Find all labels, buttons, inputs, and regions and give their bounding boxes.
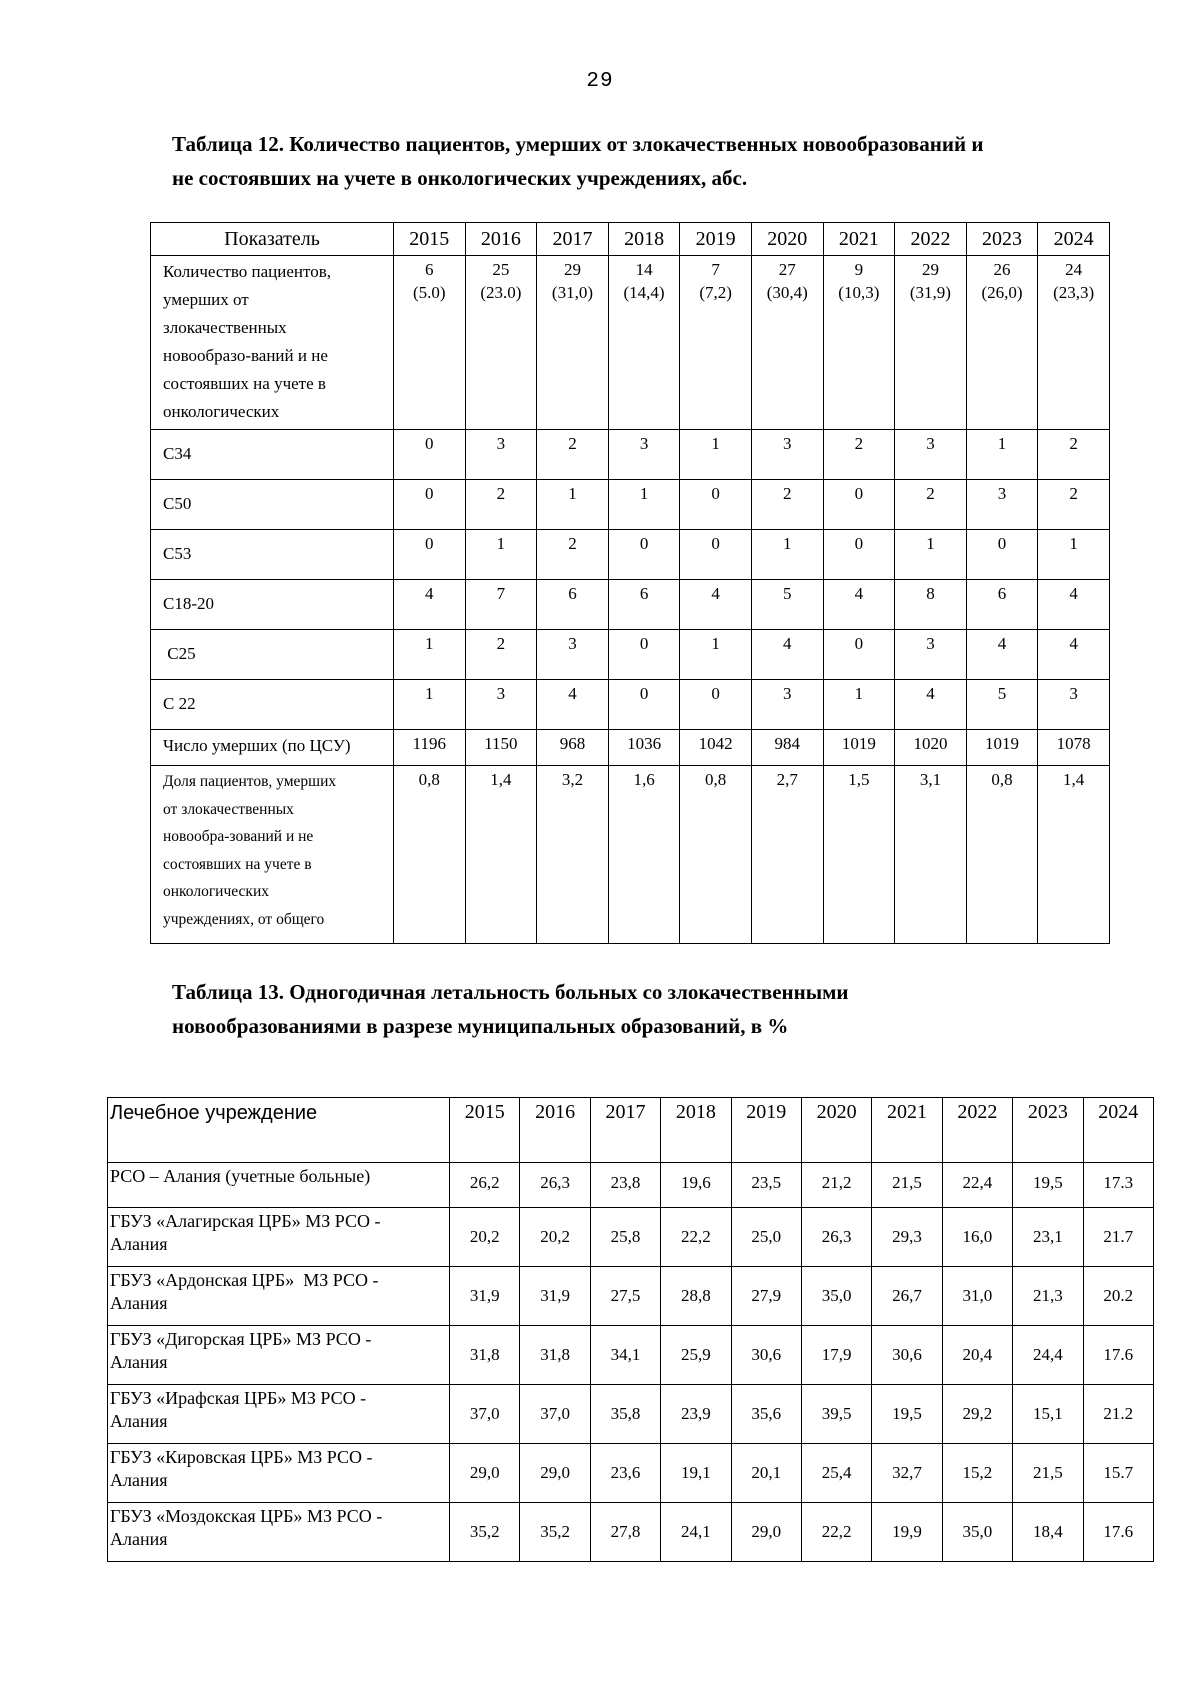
table-12-cell: 2: [537, 530, 609, 580]
table-12-cell: 1019: [966, 730, 1038, 766]
table-13-cell: 20,2: [520, 1208, 590, 1267]
cell-value-percent: (31,0): [551, 283, 593, 302]
cell-value: 7: [711, 260, 720, 279]
table-12-cell: 1019: [823, 730, 895, 766]
table-12-cell: 0: [680, 530, 752, 580]
table-13-cell: 35,2: [520, 1503, 590, 1562]
table-12-cell: 6: [537, 580, 609, 630]
row-label-line: Доля пациентов, умерших: [163, 773, 337, 790]
table-13-cell: 22,2: [661, 1208, 731, 1267]
table-12-cell: 1,4: [1038, 766, 1110, 944]
row-label-line: Алания: [110, 1352, 168, 1372]
table-13-cell: 30,6: [872, 1326, 942, 1385]
table-13-year-header: 2016: [520, 1098, 590, 1163]
table-12-year-header: 2023: [966, 223, 1038, 256]
table-13-row: [108, 1385, 1154, 1444]
cell-value-percent: (7,2): [699, 283, 732, 302]
row-label-line: ГБУЗ «Дигорская ЦРБ» МЗ РСО -: [110, 1329, 372, 1349]
table-12-cell: 3: [465, 680, 537, 730]
table-13-row-label: [108, 1208, 450, 1267]
table-12-row-code: [151, 430, 1110, 480]
table-12-cell: 8: [895, 580, 967, 630]
table-12-cell: 4: [1038, 580, 1110, 630]
table-13-cell: 31,8: [520, 1326, 590, 1385]
table-13-cell: 26,2: [450, 1163, 520, 1208]
table-12-row-code: [151, 580, 1110, 630]
table-12-cell: 1078: [1038, 730, 1110, 766]
table-13-cell: 25,0: [731, 1208, 801, 1267]
table-12-row-share: [151, 766, 1110, 944]
table-12-year-header: 2015: [393, 223, 465, 256]
table-13-cell: 21.2: [1083, 1385, 1153, 1444]
cell-value-percent: (23,3): [1053, 283, 1095, 302]
table-13-cell: 21,2: [801, 1163, 871, 1208]
table-13-cell: 31,9: [450, 1267, 520, 1326]
table-12-header-row: [151, 223, 1110, 256]
table-13-cell: 23,8: [590, 1163, 660, 1208]
table-13-cell: 35,8: [590, 1385, 660, 1444]
table-13-cell: 35,6: [731, 1385, 801, 1444]
table-12-cell: [680, 256, 752, 430]
table-12-cell: 1: [537, 480, 609, 530]
cell-value-percent: (26,0): [981, 283, 1023, 302]
table-12-row-label: С34: [151, 430, 394, 480]
cell-value-percent: (31,9): [909, 283, 951, 302]
table-12-cell: 1: [393, 680, 465, 730]
cell-value: 14: [635, 260, 653, 279]
table-12-year-header: 2024: [1038, 223, 1110, 256]
table-13-row: [108, 1208, 1154, 1267]
table-12-cell: 968: [537, 730, 609, 766]
cell-value-percent: (30,4): [766, 283, 808, 302]
table-12-cell: 2,7: [751, 766, 823, 944]
table-12-cell: 5: [966, 680, 1038, 730]
table-13-cell: 19,6: [661, 1163, 731, 1208]
table-13-year-header: 2021: [872, 1098, 942, 1163]
table-13-cell: 25,8: [590, 1208, 660, 1267]
table-12-cell: 0: [393, 430, 465, 480]
table-12-cell: 1: [1038, 530, 1110, 580]
table-13-cell: 35,0: [942, 1503, 1012, 1562]
table-12-year-header: 2016: [465, 223, 537, 256]
table-12-cell: 0: [608, 530, 680, 580]
table-12-cell: 1042: [680, 730, 752, 766]
table-13-cell: 35,0: [801, 1267, 871, 1326]
table-13-cell: 34,1: [590, 1326, 660, 1385]
table-12-year-header: 2021: [823, 223, 895, 256]
table-12-row-label: [151, 256, 394, 430]
row-label-line: ГБУЗ «Кировская ЦРБ» МЗ РСО -: [110, 1447, 373, 1467]
table-12-cell: 4: [966, 630, 1038, 680]
table-13-cell: 29,0: [520, 1444, 590, 1503]
row-label-line: состоявших на учете в: [163, 374, 326, 393]
table-12-row-label: С 22: [151, 680, 394, 730]
table-13-cell: 29,0: [731, 1503, 801, 1562]
table-13-year-header: 2017: [590, 1098, 660, 1163]
table-13-cell: 20,4: [942, 1326, 1012, 1385]
cell-value-percent: (5.0): [412, 283, 446, 302]
table-12-cell: 1: [966, 430, 1038, 480]
row-label-line: новообра-зований и не: [163, 828, 314, 845]
table-12-cell: [966, 256, 1038, 430]
table-12-cell: 1: [608, 480, 680, 530]
row-label-line: состоявших на учете в: [163, 855, 312, 873]
table-13-row: [108, 1267, 1154, 1326]
table-13-cell: 15,1: [1013, 1385, 1083, 1444]
table-12-year-header: 2020: [751, 223, 823, 256]
table-12-cell: 0,8: [680, 766, 752, 944]
table-12-cell: 1,5: [823, 766, 895, 944]
table-13-row: [108, 1503, 1154, 1562]
row-label-line: Алания: [110, 1411, 168, 1431]
table-13-cell: 27,8: [590, 1503, 660, 1562]
table-12-cell: 0: [680, 480, 752, 530]
table-12-cell: 4: [537, 680, 609, 730]
table-12-cell: 3: [465, 430, 537, 480]
row-label-line: онкологических: [163, 883, 269, 900]
table-12-cell: 0: [823, 530, 895, 580]
table-12-cell: 1020: [895, 730, 967, 766]
table-13-row: [108, 1444, 1154, 1503]
table-13-cell: 22,2: [801, 1503, 871, 1562]
table-13-cell: 22,4: [942, 1163, 1012, 1208]
table-13-cell: 15.7: [1083, 1444, 1153, 1503]
table-12-cell: 4: [393, 580, 465, 630]
table-13-cell: 35,2: [450, 1503, 520, 1562]
table-13-cell: 23,9: [661, 1385, 731, 1444]
row-label-line: учреждениях, от общего: [163, 910, 325, 928]
table-12-cell: 1,4: [465, 766, 537, 944]
table-12-cell: 5: [751, 580, 823, 630]
page-number: 29: [586, 70, 614, 93]
table-13-cell: 17.3: [1083, 1163, 1153, 1208]
table-13-cell: 26,7: [872, 1267, 942, 1326]
table-12: [150, 222, 1110, 944]
row-label-line: злокачественных: [163, 318, 287, 337]
table-12-cell: 0: [393, 530, 465, 580]
cell-value-percent: (14,4): [623, 283, 665, 302]
table-13-cell: 20,1: [731, 1444, 801, 1503]
table-12-cell: 0: [393, 480, 465, 530]
table-12-cell: 1,6: [608, 766, 680, 944]
table-13-cell: 27,5: [590, 1267, 660, 1326]
table-13-cell: 21,5: [872, 1163, 942, 1208]
table-13-row-label: [108, 1444, 450, 1503]
table-12-cell: 4: [751, 630, 823, 680]
table-13-cell: 23,6: [590, 1444, 660, 1503]
table-12-row-code: [151, 630, 1110, 680]
table-13: [107, 1097, 1154, 1562]
table-12-row-label: С25: [151, 630, 394, 680]
table-12-row-code: [151, 530, 1110, 580]
table-13-cell: 25,9: [661, 1326, 731, 1385]
table-13-cell: 28,8: [661, 1267, 731, 1326]
row-label-line: от злокачественных: [163, 800, 294, 818]
cell-value-percent: (10,3): [838, 283, 880, 302]
table-12-caption-line-2: не состоявших на учете в онкологических учреждениях, абс.: [172, 166, 748, 190]
table-13-cell: 25,4: [801, 1444, 871, 1503]
cell-value-percent: (23.0): [480, 283, 522, 302]
table-13-caption-line-2: новообразованиями в разрезе муниципальных образований, в %: [172, 1014, 789, 1038]
table-13-cell: 20.2: [1083, 1267, 1153, 1326]
table-12-row-label: Число умерших (по ЦСУ): [151, 730, 394, 766]
table-12-row-code: [151, 680, 1110, 730]
table-13-row-label: [108, 1326, 450, 1385]
table-12-cell: 1036: [608, 730, 680, 766]
table-13-cell: 19,5: [1013, 1163, 1083, 1208]
table-13-caption: [172, 975, 1072, 1043]
table-13-cell: 19,1: [661, 1444, 731, 1503]
table-13-cell: 17.6: [1083, 1503, 1153, 1562]
cell-value: 29: [921, 260, 939, 279]
table-12-cell: [823, 256, 895, 430]
table-12-cell: 0: [823, 630, 895, 680]
table-13-year-header: 2018: [661, 1098, 731, 1163]
table-13-cell: 15,2: [942, 1444, 1012, 1503]
table-13-year-header: 2015: [450, 1098, 520, 1163]
table-13-year-header: 2019: [731, 1098, 801, 1163]
table-12-cell: 2: [751, 480, 823, 530]
table-13-row-label: [108, 1267, 450, 1326]
table-12-cell: 0: [608, 630, 680, 680]
table-12-cell: 2: [537, 430, 609, 480]
table-12-cell: 2: [465, 630, 537, 680]
table-13-cell: 31,8: [450, 1326, 520, 1385]
table-12-caption: [172, 127, 1112, 195]
table-13-cell: 30,6: [731, 1326, 801, 1385]
table-13-cell: 23,1: [1013, 1208, 1083, 1267]
table-13-cell: 24,4: [1013, 1326, 1083, 1385]
table-12-cell: 1150: [465, 730, 537, 766]
table-12-cell: [393, 256, 465, 430]
table-12-cell: 0,8: [393, 766, 465, 944]
cell-value: 9: [854, 260, 864, 279]
table-12-year-header: 2019: [680, 223, 752, 256]
table-12-cell: 0: [680, 680, 752, 730]
table-12-year-header: 2022: [895, 223, 967, 256]
table-12-cell: 2: [465, 480, 537, 530]
row-label-line: онкологических: [163, 402, 280, 421]
table-12-cell: [608, 256, 680, 430]
table-12-row-total-patients: [151, 256, 1110, 430]
table-12-cell: 4: [680, 580, 752, 630]
table-12-cell: 4: [823, 580, 895, 630]
table-13-cell: 20,2: [450, 1208, 520, 1267]
table-12-cell: 0,8: [966, 766, 1038, 944]
table-13-cell: 29,2: [942, 1385, 1012, 1444]
table-13-row: [108, 1163, 1154, 1208]
table-12-row-label: С53: [151, 530, 394, 580]
table-13-cell: 31,0: [942, 1267, 1012, 1326]
row-label-line: Алания: [110, 1293, 168, 1313]
table-13-header-institution: Лечебное учреждение: [108, 1098, 450, 1163]
table-12-cell: 1: [393, 630, 465, 680]
table-13-cell: 39,5: [801, 1385, 871, 1444]
table-13-cell: 32,7: [872, 1444, 942, 1503]
cell-value: 24: [1065, 260, 1083, 279]
table-12-cell: [895, 256, 967, 430]
row-label-line: Алания: [110, 1470, 168, 1490]
table-13-cell: 37,0: [450, 1385, 520, 1444]
cell-value: 25: [492, 260, 510, 279]
table-12-cell: 1: [680, 630, 752, 680]
table-13-cell: 31,9: [520, 1267, 590, 1326]
table-12-header-indicator: Показатель: [151, 223, 394, 256]
table-13-cell: 27,9: [731, 1267, 801, 1326]
table-13-year-header: 2022: [942, 1098, 1012, 1163]
table-12-cell: 2: [895, 480, 967, 530]
table-12-cell: 1: [465, 530, 537, 580]
row-label-line: РСО – Алания (учетные больные): [110, 1166, 371, 1186]
table-13-year-header: 2020: [801, 1098, 871, 1163]
table-12-cell: [1038, 256, 1110, 430]
table-13-year-header: 2023: [1013, 1098, 1083, 1163]
table-12-cell: 4: [1038, 630, 1110, 680]
table-12-cell: 1196: [393, 730, 465, 766]
row-label-line: новообразо-ваний и не: [163, 346, 328, 365]
table-13-cell: 17.6: [1083, 1326, 1153, 1385]
table-13-cell: 24,1: [661, 1503, 731, 1562]
table-12-cell: 1: [895, 530, 967, 580]
table-12-cell: [537, 256, 609, 430]
table-13-cell: 29,3: [872, 1208, 942, 1267]
row-label-line: ГБУЗ «Алагирская ЦРБ» МЗ РСО -: [110, 1211, 381, 1231]
table-13-year-header: 2024: [1083, 1098, 1153, 1163]
table-13-cell: 21.7: [1083, 1208, 1153, 1267]
table-13-caption-line-1: Таблица 13. Одногодичная летальность больных со злокачественными: [172, 980, 849, 1004]
table-12-cell: 2: [1038, 480, 1110, 530]
cell-value: 26: [993, 260, 1011, 279]
table-12-cell: 3: [537, 630, 609, 680]
table-12-year-header: 2018: [608, 223, 680, 256]
row-label-line: Алания: [110, 1529, 168, 1549]
table-12-cell: 984: [751, 730, 823, 766]
table-12-cell: 3: [1038, 680, 1110, 730]
table-13-cell: 21,5: [1013, 1444, 1083, 1503]
table-12-cell: 3,2: [537, 766, 609, 944]
table-12-cell: 1: [751, 530, 823, 580]
table-12-cell: 0: [608, 680, 680, 730]
row-label-line: ГБУЗ «Ирафская ЦРБ» МЗ РСО -: [110, 1388, 367, 1408]
table-12-cell: 3: [966, 480, 1038, 530]
table-13-cell: 26,3: [801, 1208, 871, 1267]
table-12-row-label: С18-20: [151, 580, 394, 630]
table-13-cell: 19,5: [872, 1385, 942, 1444]
table-12-row-label: [151, 766, 394, 944]
table-12-cell: 3: [895, 630, 967, 680]
table-13-row-label: [108, 1163, 450, 1208]
table-13-cell: 17,9: [801, 1326, 871, 1385]
table-13-cell: 16,0: [942, 1208, 1012, 1267]
table-12-row-label: С50: [151, 480, 394, 530]
table-12-cell: 6: [608, 580, 680, 630]
table-12-row-code: [151, 480, 1110, 530]
table-13-cell: 19,9: [872, 1503, 942, 1562]
table-12-cell: 0: [966, 530, 1038, 580]
table-12-cell: 6: [966, 580, 1038, 630]
row-label-line: умерших от: [163, 290, 249, 309]
table-12-cell: 1: [680, 430, 752, 480]
table-12-cell: 3: [751, 680, 823, 730]
table-12-cell: 2: [1038, 430, 1110, 480]
table-13-cell: 26,3: [520, 1163, 590, 1208]
table-12-cell: 3: [895, 430, 967, 480]
row-label-line: Количество пациентов,: [163, 262, 331, 281]
table-13-header-row: [108, 1098, 1154, 1163]
cell-value: 29: [563, 260, 581, 279]
table-13-cell: 37,0: [520, 1385, 590, 1444]
cell-value: 6: [425, 260, 434, 279]
table-12-cell: 3,1: [895, 766, 967, 944]
table-12-cell: 4: [895, 680, 967, 730]
table-12-cell: 2: [823, 430, 895, 480]
row-label-line: ГБУЗ «Ардонская ЦРБ» МЗ РСО -: [110, 1270, 379, 1290]
table-12-year-header: 2017: [537, 223, 609, 256]
table-12-cell: [465, 256, 537, 430]
table-12-cell: 3: [751, 430, 823, 480]
table-12-cell: 3: [608, 430, 680, 480]
table-13-row-label: [108, 1385, 450, 1444]
table-12-cell: [751, 256, 823, 430]
table-13-cell: 18,4: [1013, 1503, 1083, 1562]
cell-value: 27: [778, 260, 796, 279]
table-13-row: [108, 1326, 1154, 1385]
table-12-cell: 7: [465, 580, 537, 630]
row-label-line: Алания: [110, 1234, 168, 1254]
table-13-row-label: [108, 1503, 450, 1562]
table-13-cell: 29,0: [450, 1444, 520, 1503]
table-12-row-deaths: [151, 730, 1110, 766]
row-label-line: ГБУЗ «Моздокская ЦРБ» МЗ РСО -: [110, 1506, 383, 1526]
table-12-cell: 1: [823, 680, 895, 730]
table-13-cell: 23,5: [731, 1163, 801, 1208]
table-12-caption-line-1: Таблица 12. Количество пациентов, умерших от злокачественных новообразований и: [172, 132, 984, 156]
table-12-cell: 0: [823, 480, 895, 530]
table-13-cell: 21,3: [1013, 1267, 1083, 1326]
